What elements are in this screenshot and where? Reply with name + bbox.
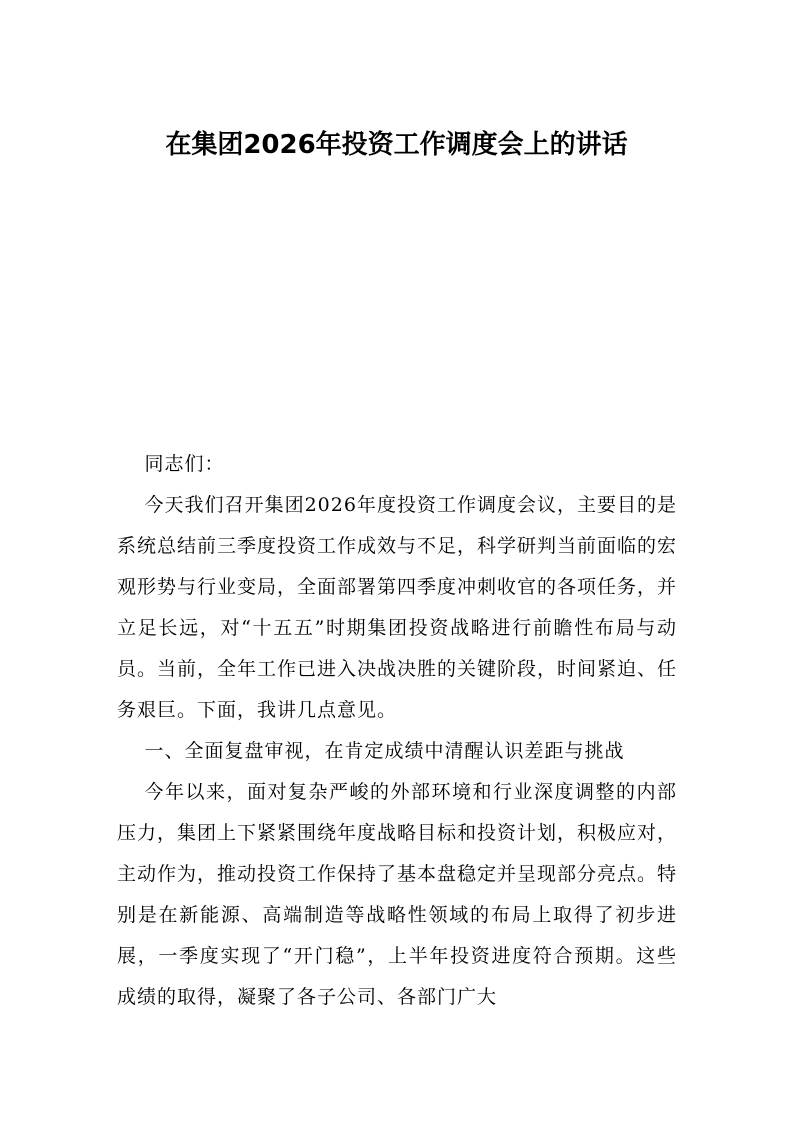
section-1-paragraph: 今年以来，面对复杂严峻的外部环境和行业深度调整的内部压力，集团上下紧紧围绕年度战略目标和投资计划，积极应对，主动作为，推动投资工作保持了基本盘稳定并呈现部分亮点。特别是在新能源、高端制造等战略性领域的布局上取得了初步进展，一季度实现了“开门稳”，上半年投资进度符合预期。这些成绩的取得，凝聚了各子公司、各部门广大	[117, 781, 678, 1008]
document-title: 在集团2026年投资工作调度会上的讲话	[165, 130, 628, 160]
intro-paragraph: 今天我们召开集团2026年度投资工作调度会议，主要目的是系统总结前三季度投资工作成效与不足，科学研判当前面临的宏观形势与行业变局，全面部署第四季度冲刺收官的各项任务，并立足长远，对“十五五”时期集团投资战略进行前瞻性布局与动员。当前，全年工作已进入决战决胜的关键阶段，时间紧迫、任务艰巨。下面，我讲几点意见。	[117, 494, 678, 721]
salutation-paragraph: 同志们：	[144, 453, 225, 475]
document-body	[117, 444, 677, 1018]
section-heading-1: 一、全面复盘审视，在肯定成绩中清醒认识差距与挑战	[144, 740, 625, 762]
